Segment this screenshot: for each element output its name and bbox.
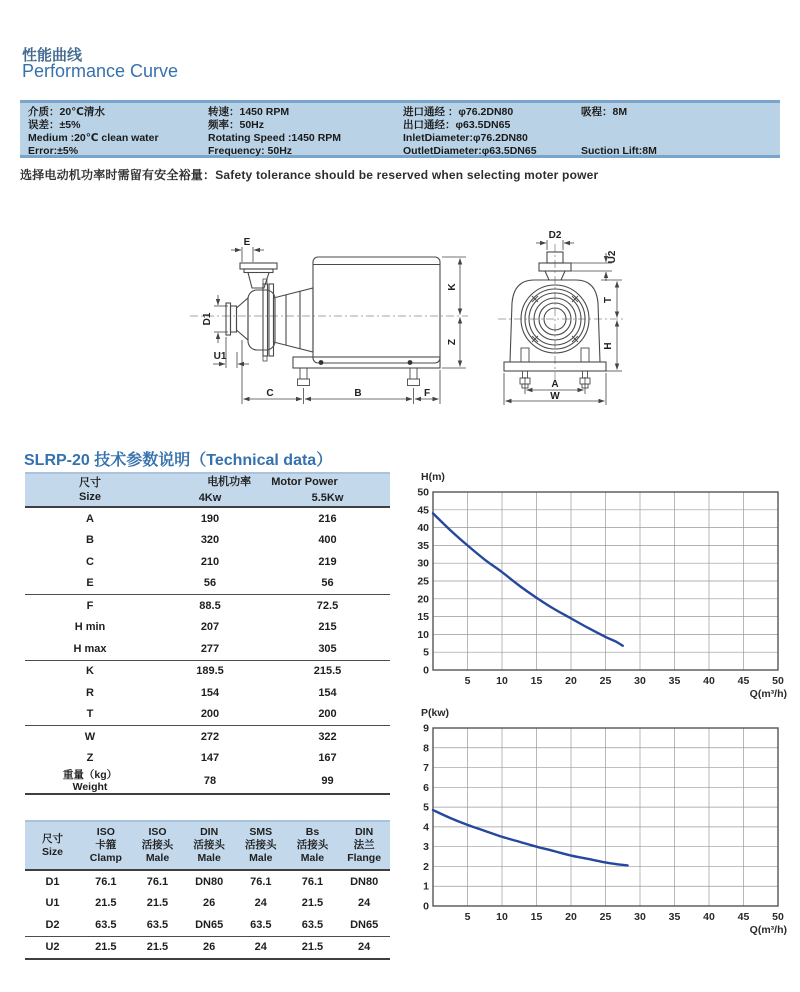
section-title: SLRP-20 技术参数说明（Technical data） (24, 452, 333, 469)
table-row: A 190 216 (86, 512, 337, 525)
spec-speed-frequency: 转速：1450 RPM 频率：50Hz Rotating Speed :1450 RPM Frequency: 50Hz (208, 106, 342, 157)
dim-label-h: H (603, 342, 614, 350)
svg-text:H(m): H(m) (421, 471, 445, 483)
svg-text:25: 25 (599, 675, 612, 687)
header-size: 尺寸 Size (78, 477, 101, 503)
svg-text:50: 50 (417, 486, 429, 499)
svg-text:Q(m³/h): Q(m³/h) (749, 688, 787, 700)
svg-text:1: 1 (423, 880, 429, 893)
svg-text:5: 5 (464, 675, 471, 687)
table-row: H min 207 215 (74, 621, 337, 634)
svg-text:5: 5 (423, 646, 429, 659)
dim-label-t: T (603, 296, 614, 304)
dim-label-f: F (423, 388, 431, 399)
svg-text:45: 45 (417, 504, 429, 517)
svg-text:40: 40 (703, 675, 715, 687)
table-row: F 88.5 72.5 (86, 599, 339, 612)
svg-text:4: 4 (423, 821, 429, 834)
svg-text:35: 35 (417, 539, 429, 552)
svg-text:35: 35 (668, 911, 681, 923)
svg-text:20: 20 (565, 911, 577, 923)
svg-text:10: 10 (496, 675, 508, 687)
spec-bar (20, 100, 780, 158)
svg-text:10: 10 (496, 911, 508, 923)
side-view-labels (202, 237, 458, 399)
svg-text:8: 8 (423, 742, 429, 755)
header-5-5kw: 5.5Kw (311, 492, 344, 504)
dim-label-c: C (266, 388, 274, 399)
conn-header-sms-male: SMS 活接头 Male (245, 826, 277, 864)
table-row: E 56 56 (25, 573, 390, 595)
svg-text:5: 5 (464, 911, 471, 923)
conn-header-iso-male: ISO 活接头 Male (141, 826, 174, 864)
front-view-labels (549, 230, 618, 402)
conn-header-size: 尺寸 Size (41, 832, 63, 858)
dimension-table-header (25, 473, 390, 507)
table-row: U2 21.5 21.5 26 24 21.5 24 (45, 941, 371, 954)
conn-header-din-male: DIN 活接头 Male (193, 826, 225, 864)
table-row: Z 147 167 (86, 752, 337, 765)
svg-text:15: 15 (417, 611, 429, 624)
table-row: H max 277 305 (25, 638, 390, 660)
safety-note: 选择电动机功率时需留有安全裕量：Safety tolerance should be reserved when selecting moter power (20, 168, 599, 182)
side-view-dimension-lines (213, 247, 466, 404)
svg-text:6: 6 (423, 781, 429, 794)
svg-text:30: 30 (417, 557, 429, 570)
svg-text:25: 25 (599, 911, 612, 923)
spec-inlet-outlet: 进口通经 ：φ76.2DN80 出口通经：φ63.5DN65 InletDiameter:φ76.2DN80 OutletDiameter:φ63.5DN65 (403, 106, 537, 157)
header-motor-power: 电机功率 Motor Power (207, 476, 338, 488)
svg-text:15: 15 (530, 911, 543, 923)
svg-text:45: 45 (737, 675, 750, 687)
dim-label-d2: D2 (548, 230, 562, 241)
spec-suction-lift: 吸程：8M Suction Lift:8M (581, 106, 657, 157)
table-row: D1 76.1 76.1 DN80 76.1 76.1 DN80 (45, 875, 379, 888)
svg-text:0: 0 (423, 664, 429, 677)
table-row: C 210 219 (86, 555, 337, 568)
table-row: U1 21.5 21.5 26 24 21.5 24 (45, 897, 371, 910)
dim-label-u1: U1 (213, 351, 227, 362)
conn-header-din-flange: DIN 法兰 Flange (347, 826, 382, 864)
svg-text:50: 50 (772, 911, 784, 923)
svg-text:45: 45 (737, 911, 750, 923)
table-row: D2 63.5 63.5 DN65 63.5 63.5 DN65 (25, 914, 390, 936)
pump-dimension-drawings (160, 200, 680, 430)
svg-text:Q(m³/h): Q(m³/h) (749, 924, 787, 936)
svg-text:40: 40 (417, 522, 429, 535)
pump-front-view (498, 244, 624, 388)
dim-label-w: W (550, 391, 560, 402)
conn-header-iso-clamp: ISO 卡箍 Clamp (89, 826, 122, 864)
spec-medium-error: 介质：20℃清水 误差：±5% Medium :20℃ clean water Error:±5% (28, 106, 159, 157)
table-row: B 320 400 (86, 534, 337, 547)
pump-side-view (190, 257, 468, 386)
hq-performance-chart (410, 458, 788, 703)
page-title-zh: 性能曲线 (22, 47, 83, 64)
svg-text:7: 7 (423, 762, 429, 775)
svg-text:10: 10 (417, 628, 429, 641)
svg-text:15: 15 (530, 675, 543, 687)
table-row-weight: 重量（kg） Weight 78 99 (62, 769, 334, 793)
connection-table-header (25, 821, 390, 870)
svg-text:35: 35 (668, 675, 681, 687)
dim-label-u2: U2 (607, 250, 618, 264)
svg-text:3: 3 (423, 841, 429, 854)
table-row: R 154 154 (86, 686, 337, 699)
svg-text:50: 50 (772, 675, 784, 687)
connection-table (25, 820, 390, 960)
svg-text:9: 9 (423, 722, 429, 735)
pq-performance-chart (410, 694, 788, 939)
svg-text:30: 30 (634, 675, 646, 687)
dimension-table (25, 472, 390, 795)
svg-text:2: 2 (423, 860, 429, 873)
svg-text:P(kw): P(kw) (421, 707, 450, 719)
dim-label-b: B (354, 388, 362, 399)
dim-label-e: E (243, 237, 251, 248)
dim-label-z: Z (447, 338, 458, 346)
table-row: T 200 200 (25, 704, 390, 726)
svg-text:40: 40 (703, 911, 715, 923)
svg-text:20: 20 (565, 675, 577, 687)
table-row: W 272 322 (84, 730, 337, 743)
page-title-en: Performance Curve (22, 61, 179, 81)
dim-label-d1: D1 (202, 312, 213, 326)
svg-text:5: 5 (423, 801, 429, 814)
dim-label-a: A (551, 379, 559, 390)
svg-text:25: 25 (417, 575, 429, 588)
table-row: K 189.5 215.5 (86, 665, 342, 678)
dim-label-k: K (447, 283, 458, 291)
svg-text:20: 20 (417, 593, 429, 606)
header-4kw: 4Kw (198, 492, 222, 504)
conn-header-bs-male: Bs 活接头 Male (296, 826, 329, 864)
svg-text:0: 0 (423, 900, 429, 913)
svg-text:30: 30 (634, 911, 646, 923)
